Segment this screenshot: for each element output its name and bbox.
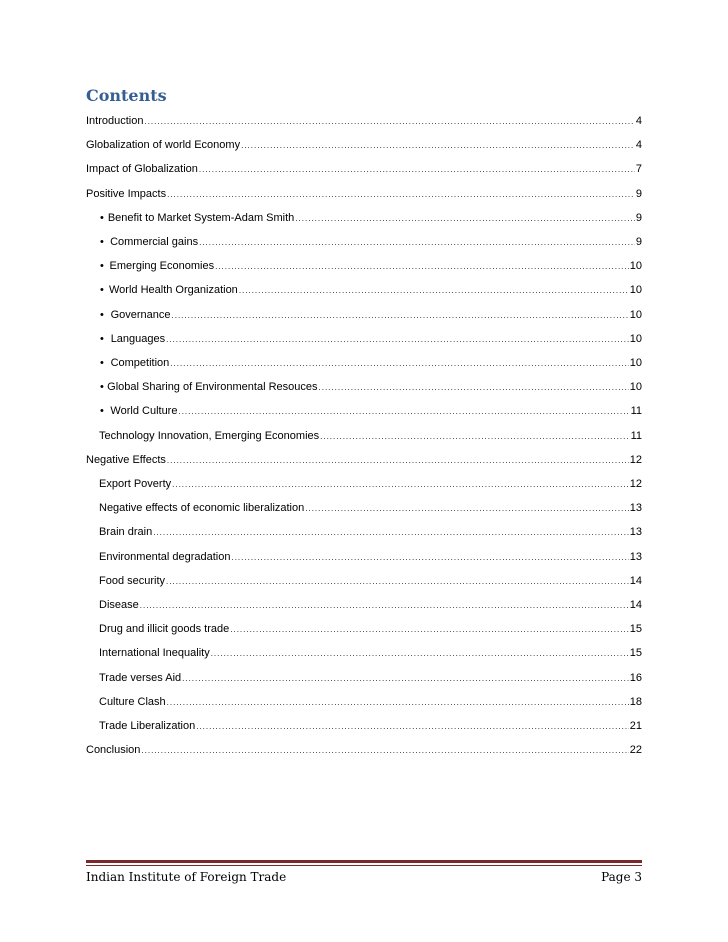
toc-entry-page: 13: [629, 550, 642, 563]
toc-entry[interactable]: [100, 354, 642, 370]
toc-entry-page: 4: [635, 139, 642, 152]
toc-dot-leader: [215, 261, 629, 273]
bullet-icon: •: [100, 332, 104, 345]
toc-entry-title: Disease: [99, 599, 139, 611]
toc-entry-page: 22: [629, 744, 642, 757]
toc-entry[interactable]: [100, 209, 642, 225]
toc-entry-page: 9: [635, 236, 642, 248]
toc-dot-leader: [295, 213, 635, 225]
toc-dot-leader: [241, 140, 635, 152]
toc-entry-page: 10: [629, 284, 642, 297]
toc-dot-leader: [230, 624, 629, 636]
toc-entry[interactable]: [99, 669, 642, 685]
toc-entry-page: 14: [629, 599, 642, 611]
toc-entry[interactable]: [99, 693, 642, 709]
toc-entry-title: Negative effects of economic liberalization: [99, 502, 305, 515]
toc-entry-title: Languages: [110, 332, 166, 345]
toc-entry[interactable]: [99, 548, 642, 564]
toc-entry[interactable]: [86, 112, 642, 128]
toc-entry[interactable]: [100, 281, 642, 297]
toc-entry[interactable]: [100, 402, 642, 418]
toc-entry-title: Food security: [99, 574, 166, 587]
toc-entry-title: Export Poverty: [99, 478, 172, 490]
toc-entry-title: Global Sharing of Environmental Resouces: [107, 381, 318, 394]
toc-entry-page: 10: [629, 260, 642, 273]
bullet-icon: •: [100, 357, 104, 369]
toc-entry-page: 12: [629, 478, 642, 490]
toc-dot-leader: [144, 116, 634, 128]
toc-dot-leader: [199, 164, 635, 176]
toc-dot-leader: [231, 552, 628, 564]
toc-dot-leader: [153, 527, 629, 539]
toc-entry-title: International Inequality: [99, 647, 210, 660]
toc-entry-page: 15: [629, 623, 642, 636]
footer-rule-thick: [86, 860, 642, 863]
footer-rule-thin: [86, 865, 642, 866]
toc-entry-page: 4: [635, 115, 642, 127]
toc-entry-title: Positive Impacts: [86, 187, 167, 200]
toc-dot-leader: [211, 648, 629, 660]
toc-entry[interactable]: [99, 644, 642, 660]
toc-entry-title: Competition: [110, 357, 170, 369]
toc-entry-title: Impact of Globalization: [86, 163, 198, 176]
toc-entry[interactable]: [100, 330, 642, 346]
toc-entry-page: 9: [635, 187, 642, 200]
toc-dot-leader: [170, 358, 628, 370]
toc-entry[interactable]: [99, 499, 642, 515]
toc-entry-page: 7: [635, 163, 642, 176]
toc-dot-leader: [196, 721, 629, 733]
toc-dot-leader: [172, 310, 629, 322]
toc-entry-page: 14: [629, 574, 642, 587]
toc-entry[interactable]: [99, 572, 642, 588]
toc-entry-page: 13: [629, 526, 642, 539]
toc-entry-title: Environmental degradation: [99, 550, 231, 563]
footer-page-number: Page 3: [601, 870, 642, 884]
toc-entry-title: Commercial gains: [110, 236, 199, 248]
toc-entry[interactable]: [99, 427, 642, 443]
toc-entry[interactable]: [99, 596, 642, 612]
bullet-icon: •: [100, 308, 104, 321]
toc-dot-leader: [199, 237, 635, 249]
bullet-icon: •: [100, 236, 104, 248]
toc-entry-title: Negative Effects: [86, 453, 166, 466]
toc-dot-leader: [140, 600, 629, 612]
toc-entry-page: 10: [629, 308, 642, 321]
toc-entry-page: 18: [629, 695, 642, 708]
toc-entry-page: 16: [629, 671, 642, 684]
toc-entry-title: Conclusion: [86, 744, 141, 757]
toc-dot-leader: [172, 479, 629, 491]
toc-dot-leader: [239, 285, 629, 297]
toc-entry[interactable]: [86, 451, 642, 467]
toc-entry-page: 11: [630, 405, 642, 418]
toc-entry[interactable]: [86, 741, 642, 757]
toc-dot-leader: [167, 455, 629, 467]
toc-entry[interactable]: [99, 475, 642, 491]
toc-dot-leader: [178, 406, 629, 418]
toc-entry-title: Culture Clash: [99, 695, 166, 708]
toc-dot-leader: [319, 382, 629, 394]
toc-entry-title: Trade verses Aid: [99, 671, 182, 684]
toc-dot-leader: [166, 334, 629, 346]
toc-entry-title: Emerging Economies: [109, 260, 215, 273]
toc-entry-title: Brain drain: [99, 526, 153, 539]
toc-entry-title: Trade Liberalization: [99, 720, 196, 732]
footer-institute-name: Indian Institute of Foreign Trade: [86, 870, 287, 884]
bullet-icon: •: [100, 211, 104, 224]
toc-entry[interactable]: [99, 523, 642, 539]
toc-entry[interactable]: [86, 185, 642, 201]
toc-entry-title: Benefit to Market System-Adam Smith: [107, 211, 295, 224]
toc-entry[interactable]: [99, 620, 642, 636]
toc-entry[interactable]: [99, 717, 642, 733]
toc-entry[interactable]: [86, 136, 642, 152]
toc-dot-leader: [305, 503, 629, 515]
toc-entry[interactable]: [100, 306, 642, 322]
toc-entry[interactable]: [86, 160, 642, 176]
bullet-icon: •: [100, 381, 104, 394]
toc-entry-page: 10: [629, 357, 642, 369]
toc-dot-leader: [182, 673, 629, 685]
toc-dot-leader: [141, 745, 628, 757]
toc-entry-title: Drug and illicit goods trade: [99, 623, 230, 636]
toc-dot-leader: [167, 697, 629, 709]
toc-entry-page: 13: [629, 502, 642, 515]
toc-entry-title: World Health Organization: [109, 284, 238, 297]
toc-entry-page: 21: [629, 720, 642, 732]
toc-entry-page: 9: [635, 211, 642, 224]
toc-entry-page: 10: [629, 332, 642, 345]
toc-entry-page: 15: [629, 647, 642, 660]
toc-entry-page: 12: [629, 453, 642, 466]
toc-dot-leader: [166, 576, 629, 588]
toc-heading: Contents: [86, 86, 167, 105]
toc-dot-leader: [167, 189, 635, 201]
bullet-icon: •: [100, 284, 104, 297]
toc-entry-page: 11: [630, 429, 642, 442]
bullet-icon: •: [100, 260, 104, 273]
bullet-icon: •: [100, 405, 104, 418]
toc-entry[interactable]: [100, 378, 642, 394]
toc-entry[interactable]: [100, 233, 642, 249]
toc-entry-title: Technology Innovation, Emerging Economies: [99, 429, 320, 442]
toc-entry-title: Introduction: [86, 115, 144, 127]
toc-entry-title: World Culture: [110, 405, 178, 418]
toc-entry-title: Globalization of world Economy: [86, 139, 241, 152]
toc-entry-page: 10: [629, 381, 642, 394]
toc-entry-title: Governance: [110, 308, 171, 321]
toc-dot-leader: [320, 431, 629, 443]
toc-entry[interactable]: [100, 257, 642, 273]
